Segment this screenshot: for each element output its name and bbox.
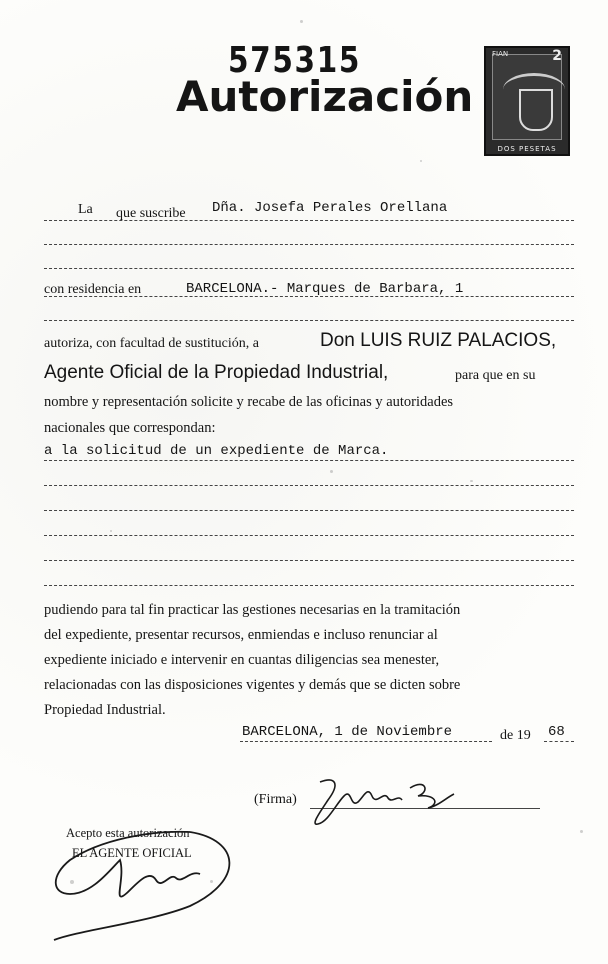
firma-label: (Firma) [254, 792, 297, 807]
body-line: expediente iniciado e intervenir en cuantas diligencias sea menester, [44, 652, 440, 668]
fiscal-stamp [484, 46, 570, 156]
field-underline [544, 741, 574, 742]
noise-speck [110, 530, 112, 532]
blank-line [44, 244, 574, 245]
body-line: pudiendo para tal fin practicar las gestiones necesarias en la tramitación [44, 602, 461, 618]
residencia-field-value: BARCELONA.- Marques de Barbara, 1 [186, 281, 464, 297]
field-underline [44, 296, 574, 297]
stamp-value: 2 [552, 48, 562, 64]
blank-line [44, 485, 574, 486]
body-line: relacionadas con las disposiciones vigentes y demás que se dicten sobre [44, 677, 461, 693]
field-underline [44, 460, 574, 461]
noise-speck [300, 20, 303, 23]
nacionales-line: nacionales que correspondan: [44, 420, 216, 436]
blank-line [44, 585, 574, 586]
stamp-bottom-label: DOS PESETAS [497, 145, 557, 153]
agent-name: Don LUIS RUIZ PALACIOS, [320, 330, 557, 351]
document-title: Autorización [176, 72, 474, 121]
agente-oficial-label: EL AGENTE OFICIAL [72, 846, 192, 860]
residencia-label: con residencia en [44, 282, 142, 297]
autoriza-label: autoriza, con facultad de sustitución, a [44, 336, 259, 351]
noise-speck [420, 160, 422, 162]
blank-line [44, 510, 574, 511]
blank-line [44, 320, 574, 321]
stamp-top-label: FIAN [492, 50, 509, 58]
la-label: La [78, 202, 93, 217]
name-field-value: Dña. Josefa Perales Orellana [212, 200, 448, 216]
blank-line [44, 535, 574, 536]
document-number: 575315 [228, 40, 362, 81]
field-underline [240, 741, 492, 742]
nombre-line: nombre y representación solicite y recabe de las oficinas y autoridades [44, 394, 454, 410]
coat-of-arms-icon [519, 89, 553, 131]
body-line: Propiedad Industrial. [44, 702, 166, 718]
noise-speck [330, 470, 333, 473]
blank-line [44, 268, 574, 269]
signature-icon [306, 774, 466, 834]
agent-signature-icon [40, 810, 250, 950]
que-suscribe-label: que suscribe [116, 206, 186, 221]
noise-speck [470, 480, 473, 482]
blank-line [44, 560, 574, 561]
year-prefix-label: de 19 [500, 728, 531, 743]
purpose-field-value: a la solicitud de un expediente de Marca. [44, 443, 389, 459]
place-date-value: BARCELONA, 1 de Noviembre [242, 724, 453, 740]
noise-speck [580, 830, 583, 833]
para-que-text: para que en su [455, 368, 536, 383]
acepto-label: Acepto esta autorización [66, 826, 190, 840]
body-line: del expediente, presentar recursos, enmiendas e incluso renunciar al [44, 627, 438, 643]
year-value: 68 [548, 724, 565, 740]
field-underline [44, 220, 574, 221]
agent-title: Agente Oficial de la Propiedad Industrial, [44, 362, 389, 383]
stamp-frame [492, 54, 562, 140]
